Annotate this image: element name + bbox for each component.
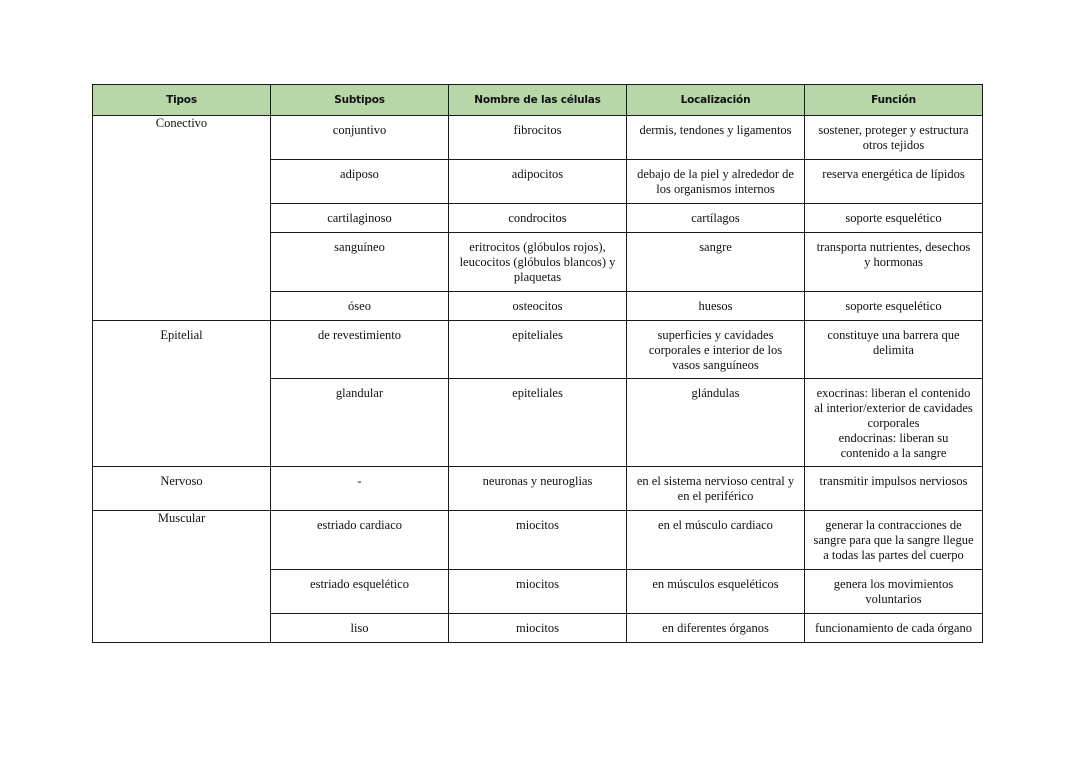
function-cell: sostener, proteger y estructura otros tejidos	[805, 116, 983, 160]
cells-name-cell: miocitos	[449, 570, 627, 614]
type-label: Epitelial	[160, 328, 203, 342]
header-localizacion: Localización	[627, 85, 805, 116]
type-label: Muscular	[157, 511, 206, 525]
subtype-cell: estriado cardiaco	[271, 511, 449, 570]
subtype-cell: de revestimiento	[271, 321, 449, 379]
subtype-cell: óseo	[271, 292, 449, 321]
function-cell: transmitir impulsos nerviosos	[805, 467, 983, 511]
cells-name-cell: eritrocitos (glóbulos rojos), leucocitos (glóbulos blancos) y plaquetas	[449, 233, 627, 292]
subtype-cell: estriado esquelético	[271, 570, 449, 614]
function-cell: soporte esquelético	[805, 204, 983, 233]
function-cell: funcionamiento de cada órgano	[805, 614, 983, 643]
location-cell: dermis, tendones y ligamentos	[627, 116, 805, 160]
function-cell: reserva energética de lípidos	[805, 160, 983, 204]
cells-name-cell: miocitos	[449, 614, 627, 643]
function-cell: soporte esquelético	[805, 292, 983, 321]
cells-name-cell: epiteliales	[449, 321, 627, 379]
tissue-types-table	[92, 84, 983, 643]
subtype-cell: liso	[271, 614, 449, 643]
cells-name-cell: condrocitos	[449, 204, 627, 233]
function-cell: constituye una barrera que delimita	[805, 321, 983, 379]
location-cell: cartílagos	[627, 204, 805, 233]
type-label: Conectivo	[155, 116, 208, 130]
type-cell-conectivo	[93, 116, 271, 321]
function-cell: genera los movimientos voluntarios	[805, 570, 983, 614]
table-row	[93, 511, 983, 570]
subtype-cell: adiposo	[271, 160, 449, 204]
table-row	[93, 116, 983, 160]
table-row	[93, 321, 983, 379]
cells-name-cell: adipocitos	[449, 160, 627, 204]
subtype-cell: sanguíneo	[271, 233, 449, 292]
subtype-cell: conjuntivo	[271, 116, 449, 160]
function-cell: generar la contracciones de sangre para que la sangre llegue a todas las partes del cuerpo	[805, 511, 983, 570]
location-cell: en el sistema nervioso central y en el periférico	[627, 467, 805, 511]
cells-name-cell: fibrocitos	[449, 116, 627, 160]
location-cell: debajo de la piel y alrededor de los organismos internos	[627, 160, 805, 204]
table-header-row	[93, 85, 983, 116]
location-cell: huesos	[627, 292, 805, 321]
function-cell: transporta nutrientes, desechos y hormonas	[805, 233, 983, 292]
location-cell: superficies y cavidades corporales e interior de los vasos sanguíneos	[627, 321, 805, 379]
table-row	[93, 467, 983, 511]
location-cell: sangre	[627, 233, 805, 292]
cells-name-cell: epiteliales	[449, 379, 627, 467]
type-cell-nervoso	[93, 467, 271, 511]
subtype-cell: glandular	[271, 379, 449, 467]
header-nombre-celulas: Nombre de las células	[449, 85, 627, 116]
location-cell: glándulas	[627, 379, 805, 467]
cells-name-cell: neuronas y neuroglias	[449, 467, 627, 511]
header-tipos: Tipos	[93, 85, 271, 116]
header-subtipos: Subtipos	[271, 85, 449, 116]
function-cell: exocrinas: liberan el contenido al interior/exterior de cavidades corporales endocrinas: liberan su contenido a la sangre	[805, 379, 983, 467]
cells-name-cell: miocitos	[449, 511, 627, 570]
type-label: Nervoso	[160, 474, 203, 488]
type-cell-muscular	[93, 511, 271, 643]
type-cell-epitelial	[93, 321, 271, 467]
location-cell: en el músculo cardiaco	[627, 511, 805, 570]
subtype-cell: -	[271, 467, 449, 511]
subtype-cell: cartilaginoso	[271, 204, 449, 233]
location-cell: en diferentes órganos	[627, 614, 805, 643]
header-funcion: Función	[805, 85, 983, 116]
location-cell: en músculos esqueléticos	[627, 570, 805, 614]
cells-name-cell: osteocitos	[449, 292, 627, 321]
